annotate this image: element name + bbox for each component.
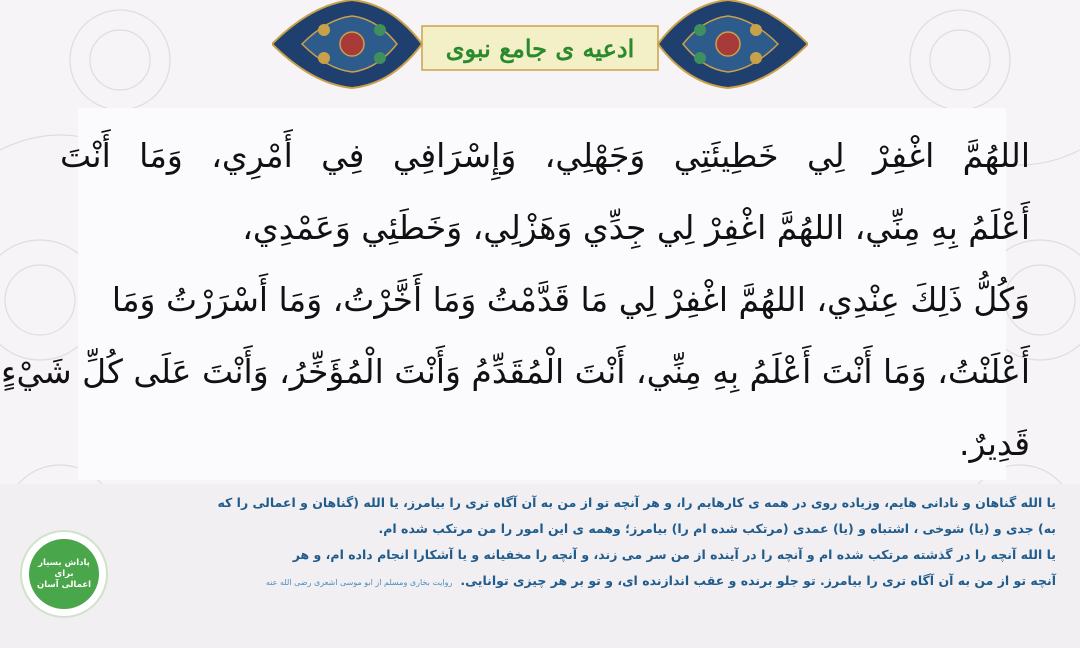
arabic-line: وَكُلُّ ذَلِكَ عِنْدِي، اللهُمَّ اغْفِرْ لِي مَا قَدَّمْتُ وَمَا أَخَّرْتُ، وَمَا أَسْرَرْتُ وَمَا (111, 280, 1030, 319)
badge-line: اعمالی آسان (36, 579, 92, 590)
page-title: ادعیه ی جامع نبوی (445, 33, 635, 63)
translation-line: یا الله گناهان و نادانی هایم، وزیاده روی در همه ی کارهایم را، و هر آنچه تو از من به آن آگاه تری را بیامرز، یا الله (گناهان و اعمالی را که (217, 495, 1056, 510)
badge-circle (29, 539, 99, 609)
persian-translation (150, 490, 1056, 596)
badge-line: پاداش بسیار (38, 557, 90, 568)
arabic-line: أَعْلَمُ بِهِ مِنِّي، اللهُمَّ اغْفِرْ لِي جِدِّي وَهَزْلِي، وَخَطَئِي وَعَمْدِي، (242, 208, 1030, 247)
arabic-supplication (1, 120, 1030, 480)
translation-line-text: آنچه تو از من به آن آگاه تری را بیامرز. تو جلو برنده و عقب اندازنده ای، و تو بر هر چیزی توانایی. (460, 573, 1056, 588)
arabic-line: أَعْلَنْتُ، وَمَا أَنْتَ أَعْلَمُ بِهِ مِنِّي، أَنْتَ الْمُقَدِّمُ وَأَنْتَ الْمُؤَخِّرُ، وَأَنْتَ عَلَى كُلِّ شَيْءٍ (1, 352, 1030, 391)
translation-line: به) جدی و (یا) شوخی ، اشتباه و (یا) عمدی (مرتکب شده ام را) بیامرز؛ وهمه ی این امور را من مرتکب شده ام. (378, 521, 1056, 536)
arabic-line: قَدِيرٌ. (959, 424, 1030, 463)
source-note: روایت بخاری ومسلم از ابو موسی اشعری رضی الله عنه (265, 578, 453, 587)
translation-line: یا الله آنچه را در گذشته مرتکب شده ام و آنچه را در آینده از من سر می زند، و آنچه را مخفیانه و یا آشکارا انجام داده ام، و هر (292, 547, 1056, 562)
translation-line (150, 568, 1056, 596)
reward-badge (20, 530, 108, 618)
arabic-line: اللهُمَّ اغْفِرْ لِي خَطِيئَتِي وَجَهْلِي، وَإِسْرَافِي فِي أَمْرِي، وَمَا أَنْتَ (60, 136, 1030, 175)
badge-line: برای (54, 568, 74, 579)
